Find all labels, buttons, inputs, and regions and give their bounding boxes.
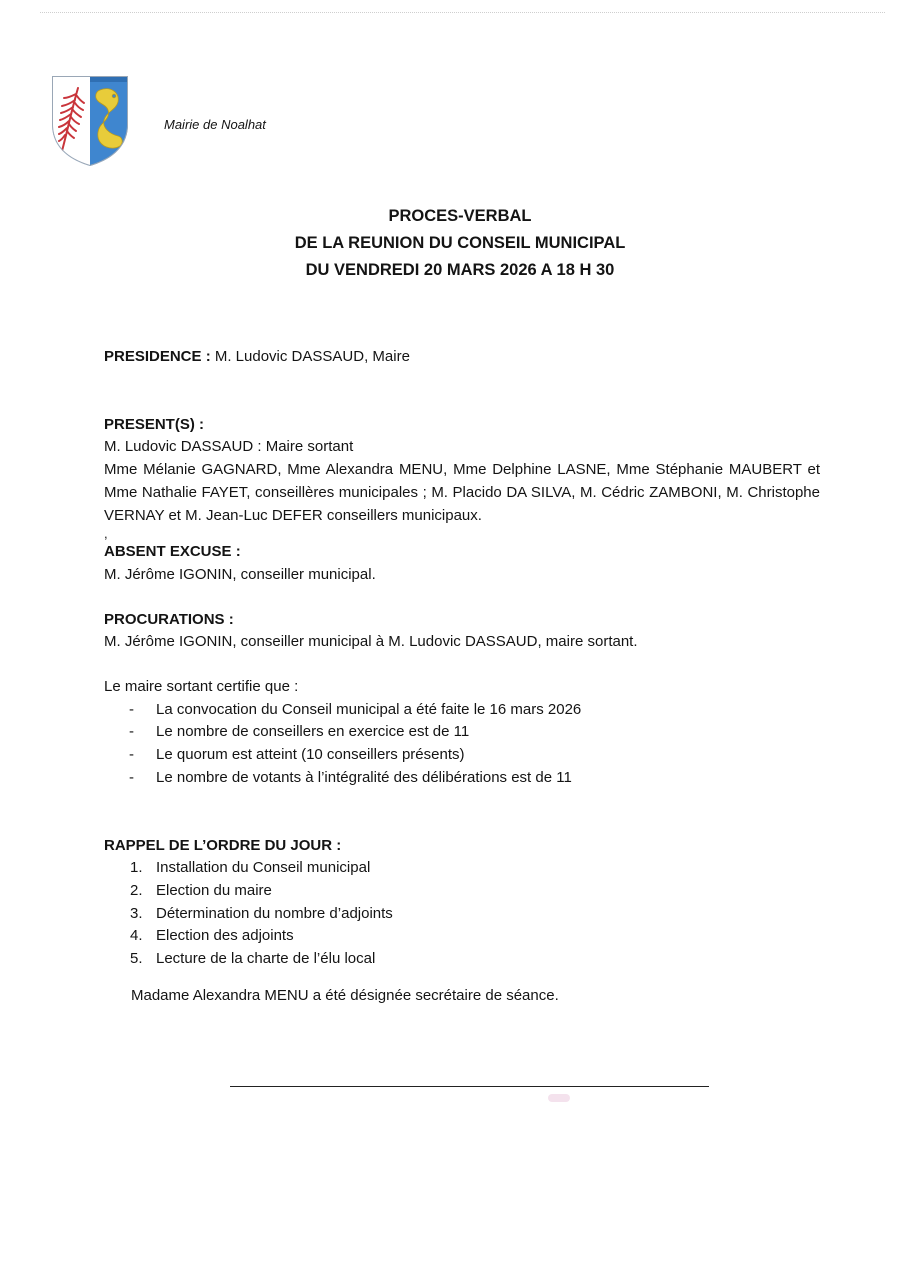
presents-members: Mme Mélanie GAGNARD, Mme Alexandra MENU, Mme Delphine LASNE, Mme Stéphanie MAUBERT et Mme Nathalie FAYET, conseillères municipales ; M. Placido DA SILVA, M. Cédric ZAMBONI, M. Christophe VERNAY et M. Jean-Luc DEFER conseillers municipaux. — [104, 461, 820, 524]
certification-item: - Le quorum est atteint (10 conseillers présents) — [104, 744, 820, 767]
mairie-name: Mairie de Noalhat — [164, 117, 266, 132]
presidence-label: PRESIDENCE : — [104, 348, 211, 365]
agenda-item-text: Lecture de la charte de l’élu local — [156, 950, 376, 968]
agenda-item — [104, 903, 820, 926]
agenda-item-text: Installation du Conseil municipal — [156, 859, 371, 877]
title-line-3: DU VENDREDI 20 MARS 2026 A 18 H 30 — [305, 261, 615, 279]
certification-list — [104, 699, 820, 790]
agenda-item-number: 4. — [130, 927, 143, 945]
procurations-text: M. Jérôme IGONIN, conseiller municipal à M. Ludovic DASSAUD, maire sortant. — [104, 633, 638, 651]
agenda-item-number: 2. — [130, 881, 143, 899]
agenda-item — [104, 880, 820, 903]
agenda-item-number: 5. — [130, 950, 143, 968]
agenda-item-number: 3. — [130, 904, 143, 922]
presidence-paragraph — [104, 346, 820, 369]
agenda-item — [104, 857, 820, 880]
presents-mayor-line: M. Ludovic DASSAUD : Maire sortant — [104, 438, 354, 456]
document-body — [104, 346, 820, 1007]
agenda-item-number: 1. — [130, 859, 143, 877]
secretary-statement: Madame Alexandra MENU a été désignée secrétaire de séance. — [131, 986, 559, 1004]
scan-smudge — [548, 1094, 570, 1102]
closing-rule — [230, 1086, 709, 1087]
agenda-item — [104, 948, 820, 971]
certification-intro: Le maire sortant certifie que : — [104, 678, 299, 696]
title-line-1: PROCES-VERBAL — [388, 207, 532, 225]
absent-label: ABSENT EXCUSE : — [104, 543, 241, 561]
certification-item: - Le nombre de votants à l’intégralité des délibérations est de 11 — [104, 767, 820, 790]
procurations-label: PROCURATIONS : — [104, 610, 234, 628]
certification-item: - La convocation du Conseil municipal a été faite le 16 mars 2026 — [104, 699, 820, 722]
agenda-list — [104, 857, 820, 971]
agenda-item-text: Détermination du nombre d’adjoints — [156, 904, 393, 922]
agenda-item-text: Election des adjoints — [156, 927, 294, 945]
title-line-2: DE LA REUNION DU CONSEIL MUNICIPAL — [294, 234, 626, 252]
agenda-item — [104, 925, 820, 948]
agenda-item-text: Election du maire — [156, 881, 272, 899]
presidence-value: M. Ludovic DASSAUD, Maire — [210, 348, 410, 365]
agenda-label: RAPPEL DE L’ORDRE DU JOUR : — [104, 836, 342, 854]
presents-label: PRESENT(S) : — [104, 415, 205, 433]
document-title — [0, 203, 900, 284]
coat-of-arms-logo — [48, 72, 132, 168]
stray-comma-mark: , — [104, 526, 108, 542]
absent-text: M. Jérôme IGONIN, conseiller municipal. — [104, 565, 376, 583]
certification-item: - Le nombre de conseillers en exercice est de 11 — [104, 721, 820, 744]
scan-edge-mark — [40, 12, 885, 14]
